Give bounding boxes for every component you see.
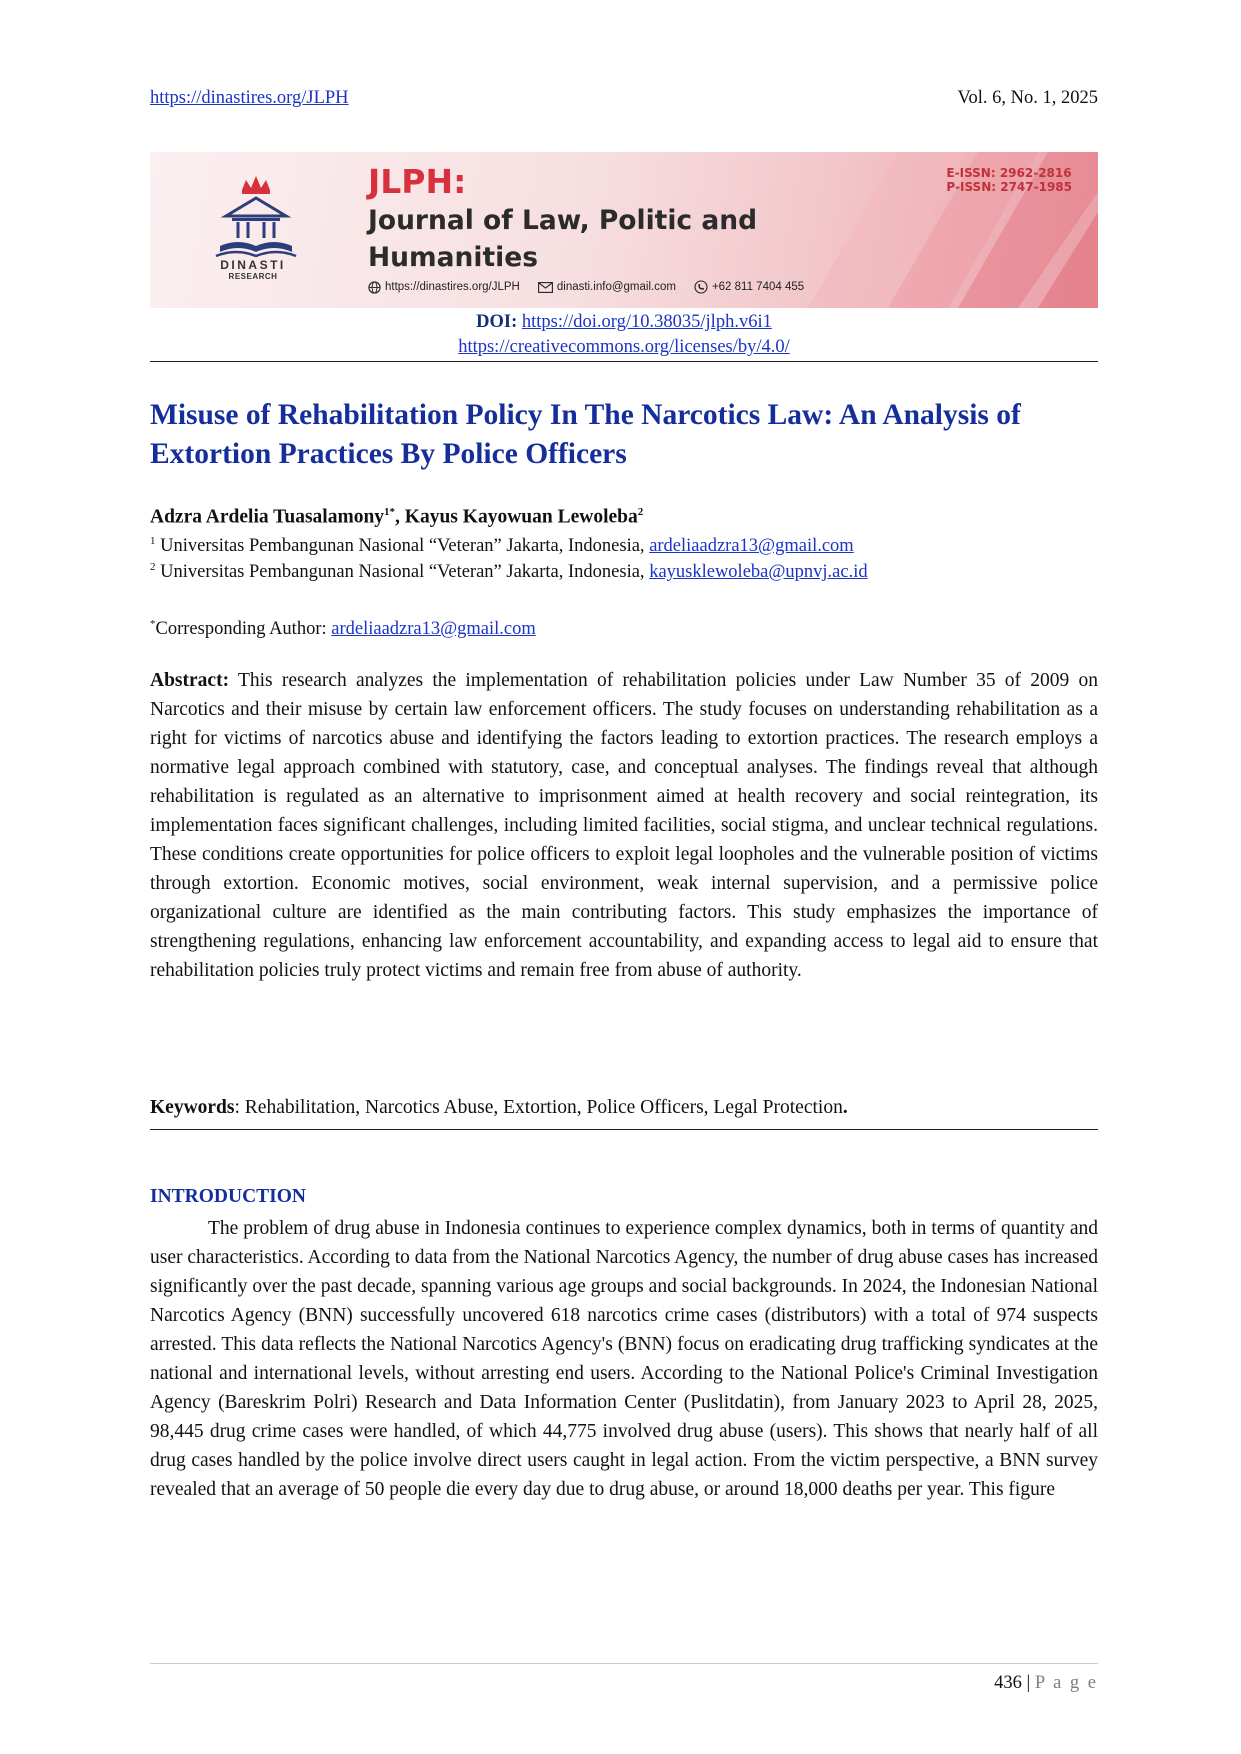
volume-info: Vol. 6, No. 1, 2025 bbox=[957, 88, 1098, 108]
email-text: dinasti.info@gmail.com bbox=[556, 281, 676, 293]
issn-block bbox=[946, 166, 1072, 194]
affiliation-1-text: Universitas Pembangunan Nasional “Veteran” Jakarta, Indonesia, bbox=[160, 536, 650, 557]
keywords bbox=[150, 1097, 1098, 1119]
affiliation-1 bbox=[150, 535, 854, 557]
affiliation-2-email-link[interactable]: kayusklewoleba@upnvj.ac.id bbox=[649, 562, 868, 583]
eissn: E-ISSN: 2962-2816 bbox=[946, 166, 1072, 180]
journal-url-link[interactable]: https://dinastires.org/JLPH bbox=[150, 88, 349, 108]
introduction-paragraph: The problem of drug abuse in Indonesia continues to experience complex dynamics, both in terms of quantity and user characteristics. According to data from the National Narcotics Agency, the number of drug abuse cases has increased significantly over the past decade, spanning various age groups and social backgrounds. In 2024, the Indonesian National Narcotics Agency (BNN) successfully uncovered 618 narcotics crime cases (distributors) with a total of 974 suspects arrested. This data reflects the National Narcotics Agency's (BNN) focus on eradicating drug trafficking syndicates at the national and international levels, without arresting end users. According to the National Police's Criminal Investigation Agency (Bareskrim Polri) Research and Data Information Center (Puslitdatin), from January 2023 to April 28, 2025, 98,445 drug crime cases were handled, of which 44,775 involved drug abuse (users). This shows that nearly half of all drug cases handled by the police involve direct users caught in legal action. From the victim perspective, a BNN survey revealed that an average of 50 people die every day due to drug abuse, or around 18,000 deaths per year. This figure bbox=[150, 1218, 1098, 1500]
page-word: P a g e bbox=[1034, 1673, 1098, 1693]
header-divider bbox=[150, 361, 1098, 362]
corresponding-author bbox=[150, 618, 536, 640]
page-footer bbox=[994, 1673, 1098, 1694]
abstract bbox=[150, 666, 1098, 985]
author-2: Kayus Kayowuan Lewoleba bbox=[404, 506, 638, 528]
affiliation-2-num: 2 bbox=[150, 561, 156, 573]
running-header bbox=[150, 88, 1098, 118]
author-separator: , bbox=[395, 506, 405, 528]
keywords-divider bbox=[150, 1129, 1098, 1130]
journal-name: Journal of Law, Politic and Humanities bbox=[368, 205, 758, 273]
banner-contacts bbox=[368, 280, 804, 294]
affiliation-1-email-link[interactable]: ardeliaadzra13@gmail.com bbox=[649, 536, 854, 557]
phone-text: +62 811 7404 455 bbox=[711, 281, 805, 293]
affiliation-1-num: 1 bbox=[150, 535, 156, 547]
corresponding-sup: * bbox=[150, 618, 156, 630]
logo-sub: RESEARCH bbox=[228, 272, 278, 281]
license-link[interactable]: https://creativecommons.org/licenses/by/4.0/ bbox=[458, 337, 790, 357]
logo-wordmark bbox=[188, 258, 318, 281]
affiliation-2 bbox=[150, 561, 868, 583]
globe-icon bbox=[368, 281, 381, 294]
pissn: P-ISSN: 2747-1985 bbox=[946, 180, 1072, 194]
keywords-end: . bbox=[842, 1097, 848, 1118]
website-text: https://dinastires.org/JLPH bbox=[385, 281, 520, 293]
paper-title: Misuse of Rehabilitation Policy In The Narcotics Law: An Analysis of Extortion Practices By Police Officers bbox=[150, 399, 1021, 470]
doi-link[interactable]: https://doi.org/10.38035/jlph.v6i1 bbox=[521, 312, 772, 332]
introduction-heading: INTRODUCTION bbox=[150, 1186, 307, 1207]
phone-contact bbox=[694, 280, 804, 294]
abstract-text: This research analyzes the implementation of rehabilitation policies under Law Number 35 of 2009 on Narcotics and their misuse by certain law enforcement officers. The study focuses on understanding rehabilitation as a right for victims of narcotics abuse and identifying the factors leading to extortion practices. The research employs a normative legal approach combined with statutory, case, and conceptual analyses. The findings reveal that although rehabilitation is regulated as an alternative to imprisonment aimed at health recovery and social reintegration, its implementation faces significant challenges, including limited facilities, social stigma, and unclear technical regulations. These conditions create opportunities for police officers to exploit legal loopholes and the vulnerable position of victims through extortion. Economic motives, social environment, weak internal supervision, and a permissive police organizational culture are identified as the main contributing factors. This study emphasizes the importance of strengthening regulations, enhancing law enforcement accountability, and expanding access to legal aid to ensure that rehabilitation policies truly protect victims and remain free from abuse of authority. bbox=[150, 670, 1098, 981]
journal-title-block bbox=[368, 162, 768, 276]
logo-name: DINASTI bbox=[220, 258, 286, 272]
email-contact bbox=[538, 281, 676, 293]
corresponding-email-link[interactable]: ardeliaadzra13@gmail.com bbox=[331, 619, 536, 640]
website-contact bbox=[368, 281, 520, 294]
journal-banner bbox=[150, 152, 1098, 308]
author-line bbox=[150, 506, 643, 529]
keywords-label: Keywords bbox=[150, 1097, 235, 1118]
affiliation-2-text: Universitas Pembangunan Nasional “Veteran” Jakarta, Indonesia, bbox=[160, 562, 650, 583]
journal-acronym: JLPH: bbox=[368, 162, 467, 201]
doi-block bbox=[150, 310, 1098, 360]
page-number: 436 bbox=[994, 1673, 1022, 1693]
license-line bbox=[150, 335, 1098, 360]
doi-label: DOI: bbox=[476, 312, 518, 332]
footer-divider bbox=[150, 1663, 1098, 1664]
author-2-sup: 2 bbox=[637, 506, 644, 518]
doi-line bbox=[150, 310, 1098, 335]
author-1: Adzra Ardelia Tuasalamony bbox=[150, 506, 385, 528]
mail-icon bbox=[538, 282, 553, 293]
phone-icon bbox=[694, 280, 708, 294]
keywords-text: : Rehabilitation, Narcotics Abuse, Extortion, Police Officers, Legal Protection bbox=[234, 1097, 843, 1118]
author-1-sup: 1* bbox=[384, 506, 396, 518]
abstract-label: Abstract: bbox=[150, 670, 230, 691]
footer-separator: | bbox=[1021, 1673, 1035, 1693]
corresponding-label: Corresponding Author: bbox=[155, 619, 332, 640]
